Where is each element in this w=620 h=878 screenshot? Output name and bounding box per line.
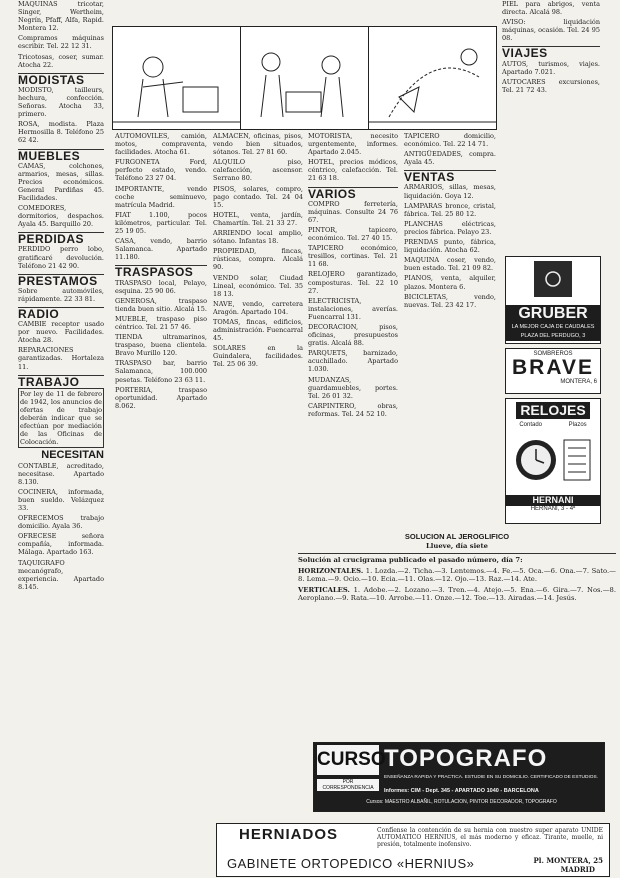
classified-ad: TIENDA ultramarinos, traspaso, buena clientela. Bravo Murillo 120. xyxy=(115,333,207,358)
section-header-necesitan: NECESITAN xyxy=(41,449,104,462)
comic-panel xyxy=(113,27,241,129)
classified-ad: ELECTRICISTA, instalaciones, averías. Fuencarral 131. xyxy=(308,296,398,321)
topografo-extra: Cursos: MAESTRO ALBAÑIL, ROTULACION, PINTOR DECORADOR, TOPOGRAFO xyxy=(366,799,557,805)
classified-ad: HOTEL, venta, jardín, Chamartín. Tel. 21 33 27. xyxy=(213,210,303,227)
section-header-radio: RADIO xyxy=(18,307,104,318)
classified-ad: PRENDAS punto, fábrica, liquidación. Atocha 62. xyxy=(404,238,496,255)
classified-ad: COCINERA, informada, buen sueldo. Velázquez 33. xyxy=(18,487,104,512)
classified-ad: AUTOS, turismos, viajes. Apartado 7.021. xyxy=(502,59,600,76)
classified-ad: AUTOMOVILES, camión, motos, compraventa, facilidades. Atocha 61. xyxy=(115,132,207,157)
crossword-solution xyxy=(298,533,616,603)
section-header-trabajo: TRABAJO xyxy=(18,375,104,386)
relojes-title: RELOJES xyxy=(516,402,590,419)
comic-panel xyxy=(241,27,369,129)
hernius-bottom: GABINETE ORTOPEDICO «HERNIUS» xyxy=(227,856,475,871)
solution-intro: Solución al crucigrama publicado el pasado número, día 7: xyxy=(298,556,523,564)
safe-icon xyxy=(506,257,600,301)
gruber-address: PLAZA DEL PERDUGO, 3 xyxy=(506,331,600,341)
brave-ad xyxy=(505,348,601,394)
classified-ad: TAPICERO económico, tresillos, cortinas. Tel. 21 11 68. xyxy=(308,244,398,269)
classified-ad: SOLARES en la Guindalera, facilidades. Tel. 25 06 39. xyxy=(213,344,303,369)
classified-ad: ROSA, modista. Plaza Hermosilla 8. Teléfono 25 62 42. xyxy=(18,120,104,145)
comic-strip xyxy=(112,26,497,130)
classified-ad: TRASPASO bar, barrio Salamanca, 100.000 pesetas. Teléfono 23 63 11. xyxy=(115,359,207,384)
classified-ad: GENEROSA, traspaso tienda buen sitio. Alcalá 15. xyxy=(115,296,207,313)
classified-ad: MAQUINA coser, vendo, buen estado. Tel. 21 09 82. xyxy=(404,256,496,273)
classified-ad: ALMACEN, oficinas, pisos, vendo bien situados, sótanos. Tel. 27 81 60. xyxy=(213,132,303,157)
classified-ad: CAMBIE receptor usado por nuevo. Facilidades. Atocha 28. xyxy=(18,320,104,345)
topografo-desc: ENSEÑANZA RAPIDA Y PRACTICA. ESTUDIE EN SU DOMICILIO. CERTIFICADO DE ESTUDIOS. xyxy=(384,775,599,780)
classified-ad: TAQUIGRAFO mecanógrafo, experiencia. Apartado 8.145. xyxy=(18,558,104,591)
section-header-ventas: VENTAS xyxy=(404,170,496,181)
hernius-text: Confíense la contención de su hernia con nuestro super aparato UNIDE AUTOMATICO HERNIUS, el más moderno y eficaz. Tirante, muelle, ni presión, totalmente inofensivo. xyxy=(377,827,603,848)
solution-subheader: Llueve, día siete xyxy=(426,541,488,550)
hernius-address: Pl. MONTERA, 25 xyxy=(533,856,603,865)
topografo-ad xyxy=(313,742,605,812)
hernius-title: HERNIADOS xyxy=(239,826,339,843)
comic-panel xyxy=(369,27,496,129)
classified-ad: RELOJERO garantizado, composturas. Tel. 22 10 27. xyxy=(308,270,398,295)
relojes-contado: Contado xyxy=(519,422,542,428)
relojes-brand: HERNANI xyxy=(506,495,600,506)
brave-brand: BRAVE xyxy=(512,356,594,379)
classified-ad: MUEBLE, traspaso piso céntrico. Tel. 21 57 46. xyxy=(115,314,207,331)
relojes-address: HERNANI, 3 - 4ª xyxy=(530,506,576,512)
section-header-prestamos: PRESTAMOS xyxy=(18,274,104,285)
horizontales-text: 1. Lozda.—2. Ticha.—3. Lentemos.—4. Fe.—5. Oca.—6. Ona.—7. Sato.—8. Lema.—9. Ocio.—10. Ecia.—11. Olas.—12. Ojo.—13. Raz.—14. Ate. xyxy=(298,566,616,583)
classified-ad: MODISTO, tailleurs, hechura, confección. Señoras. Atocha 33, primero. xyxy=(18,85,104,119)
comic-drawing xyxy=(113,27,240,129)
section-header-varios: VARIOS xyxy=(308,187,398,198)
classified-ad: CAMAS, colchones, armarios, mesas, sillas. Precios económicos. General Pardiñas 45. Facilidades. xyxy=(18,161,104,202)
verticales-label: VERTICALES. xyxy=(298,585,350,594)
section-header-perdidas: PERDIDAS xyxy=(18,232,104,243)
classified-ad: NAVE, vendo, carretera Aragón. Apartado 104. xyxy=(213,299,303,316)
classified-ad: OFRECEMOS trabajo domicilio. Ayala 36. xyxy=(18,514,104,531)
classified-ad: ARRIENDO local amplio, sótano. Infantas 18. xyxy=(213,229,303,246)
solution-header: SOLUCION AL JEROGLIFICO xyxy=(404,532,510,541)
verticales-text: 1. Adobe.—2. Lozano.—3. Tren.—4. Atejo.—5. Ena.—6. Gira.—7. Nos.—8. Aeroplano.—9. Rata.—10. Arrobe.—11. Onze.—12. Toe.—13. Airadas.—14. Jesús. xyxy=(298,585,616,602)
column-3 xyxy=(213,132,303,371)
column-2 xyxy=(115,132,207,412)
classified-ad: AVISO: liquidación máquinas, ocasión. Tel. 24 95 08. xyxy=(502,18,600,43)
classified-ad: BICICLETAS, vendo, nuevas. Tel. 23 42 17. xyxy=(404,292,496,309)
classified-ad: OFRECESE señora compañía, informada. Málaga. Apartado 163. xyxy=(18,532,104,557)
classified-ad: TRASPASO local, Pelayo, esquina. 25 90 06. xyxy=(115,278,207,295)
classified-ad: Tricotosas, coser, sumar. Atocha 22. xyxy=(18,52,104,69)
classified-ad: FIAT 1.100, pocos kilómetros, particular. Tel. 25 19 05. xyxy=(115,210,207,236)
classified-ad: PERDIDO perro lobo, gratificaré devolución. Teléfono 21 42 90. xyxy=(18,245,104,270)
classified-ad: CONTABLE, acreditado, necesitase. Apartado 8.130. xyxy=(18,461,104,486)
classified-ad: COMPRO ferretería, máquinas. Consulte 24 76 67. xyxy=(308,199,398,224)
classified-ad: ALQUILO piso, calefacción, ascensor. Serrano 80. xyxy=(213,158,303,183)
horizontales-label: HORIZONTALES. xyxy=(298,566,364,575)
classified-ad: PROPIEDAD, fincas, rústicas, compra. Alcalá 90. xyxy=(213,247,303,272)
classified-ad: TOMAS, fincas, edificios, administración. Fuencarral 45. xyxy=(213,317,303,343)
column-6 xyxy=(502,0,600,96)
brave-address: MONTERA, 6 xyxy=(560,379,597,385)
classified-ad: PLANCHAS eléctricas, precios fábrica. Pelayo 23. xyxy=(404,219,496,236)
gruber-slogan: LA MEJOR CAJA DE CAUDALES xyxy=(506,323,600,331)
brave-top: SOMBREROS xyxy=(533,351,573,357)
classified-ad: PINTOR, tapicero, económico. Tel. 27 40 15. xyxy=(308,225,398,243)
classified-ad: Sobre automóviles, rápidamente. 22 33 81. xyxy=(18,286,104,303)
column-4 xyxy=(308,132,398,420)
classified-ad: DECORACION, pisos, oficinas, presupuestos gratis. Alcalá 88. xyxy=(308,322,398,348)
section-header-modistas: MODISTAS xyxy=(18,73,104,84)
section-header-muebles: MUEBLES xyxy=(18,149,104,160)
classified-ad: COMEDORES, dormitorios, despachos. Ayala 45. Barquillo 20. xyxy=(18,204,104,229)
relojes-plazos: Plazos xyxy=(568,422,587,428)
comic-drawing xyxy=(241,27,368,129)
classified-ad: VENDO solar, Ciudad Lineal, económico. Tel. 35 18 13. xyxy=(213,273,303,298)
classified-ad: PORTERIA, traspaso oportunidad. Apartado 8.062. xyxy=(115,385,207,410)
legal-notice: Por ley de 11 de febrero de 1942, los anuncios de ofertas de trabajo deberán indicar que se efectúan por mediación de las Oficinas de Colocación. xyxy=(18,388,104,449)
classified-ad: FURGONETA Ford, perfecto estado, vendo. Teléfono 23 27 04. xyxy=(115,158,207,183)
classified-ad: ARMARIOS, sillas, mesas, liquidación. Goya 12. xyxy=(404,183,496,200)
divider xyxy=(298,553,616,554)
gruber-brand: GRUBER xyxy=(506,305,600,323)
classified-ad: MAQUINAS tricotar, Singer, Wertheim, Negrín, Pfaff, Alfa, Rapid. Montera 12. xyxy=(18,0,104,33)
classified-ad: TAPICERO domicilio, económico. Tel. 22 14 71. xyxy=(404,132,496,149)
classified-ad: PISOS, solares, compro, pago contado. Tel. 24 04 15. xyxy=(213,184,303,209)
classified-ad: AUTOCARES excursiones, Tel. 21 72 43. xyxy=(502,77,600,94)
relojes-ad xyxy=(505,398,601,524)
comic-drawing xyxy=(369,27,496,129)
classified-ad: REPARACIONES garantizadas. Hortaleza 11. xyxy=(18,346,104,371)
column-1 xyxy=(18,0,104,593)
section-header-traspasos: TRASPASOS xyxy=(115,265,207,276)
classified-ad: CASA, vendo, barrio Salamanca. Apartado 11.180. xyxy=(115,237,207,262)
classified-ad: ANTIGÜEDADES, compra. Ayala 45. xyxy=(404,150,496,167)
clock-icon xyxy=(506,428,600,490)
classified-ad: Compramos máquinas escribir. Tel. 22 12 31. xyxy=(18,34,104,51)
classified-ad: PIANOS, venta, alquiler, plazos. Montera 6. xyxy=(404,274,496,291)
classified-ad: MUDANZAS, guardamuebles, portes. Tel. 26 01 32. xyxy=(308,375,398,400)
section-header-viajes: VIAJES xyxy=(502,46,600,57)
topografo-brand-left: CURSO xyxy=(317,749,386,770)
classified-ad: MOTORISTA, necesito urgentemente, informes. Apartado 2.045. xyxy=(308,132,398,157)
gruber-ad xyxy=(505,256,601,344)
topografo-tag: POR CORRESPONDENCIA xyxy=(317,779,379,791)
classified-ad: HOTEL, precios módicos, céntrico, calefacción. Tel. 21 63 18. xyxy=(308,158,398,183)
hernius-ad xyxy=(216,823,610,877)
classified-ad: PARQUETS, barnizado, acuchillado. Apartado 1.030. xyxy=(308,349,398,374)
topografo-brand-right: TOPOGRAFO xyxy=(384,745,548,772)
topografo-contact: Informes: CIM - Dept. 345 - APARTADO 1040 - BARCELONA xyxy=(384,788,539,794)
column-5 xyxy=(404,132,496,311)
classified-ad: CARPINTERO, obras, reformas. Tel. 24 52 10. xyxy=(308,401,398,418)
classified-ad: PIEL para abrigos, venta directa. Alcalá 98. xyxy=(502,0,600,17)
classified-ad: LAMPARAS bronce, cristal, fábrica. Tel. 25 80 12. xyxy=(404,201,496,218)
hernius-city: MADRID xyxy=(560,865,595,874)
classified-ad: IMPORTANTE, vendo coche seminuevo, matrícula Madrid. xyxy=(115,184,207,209)
